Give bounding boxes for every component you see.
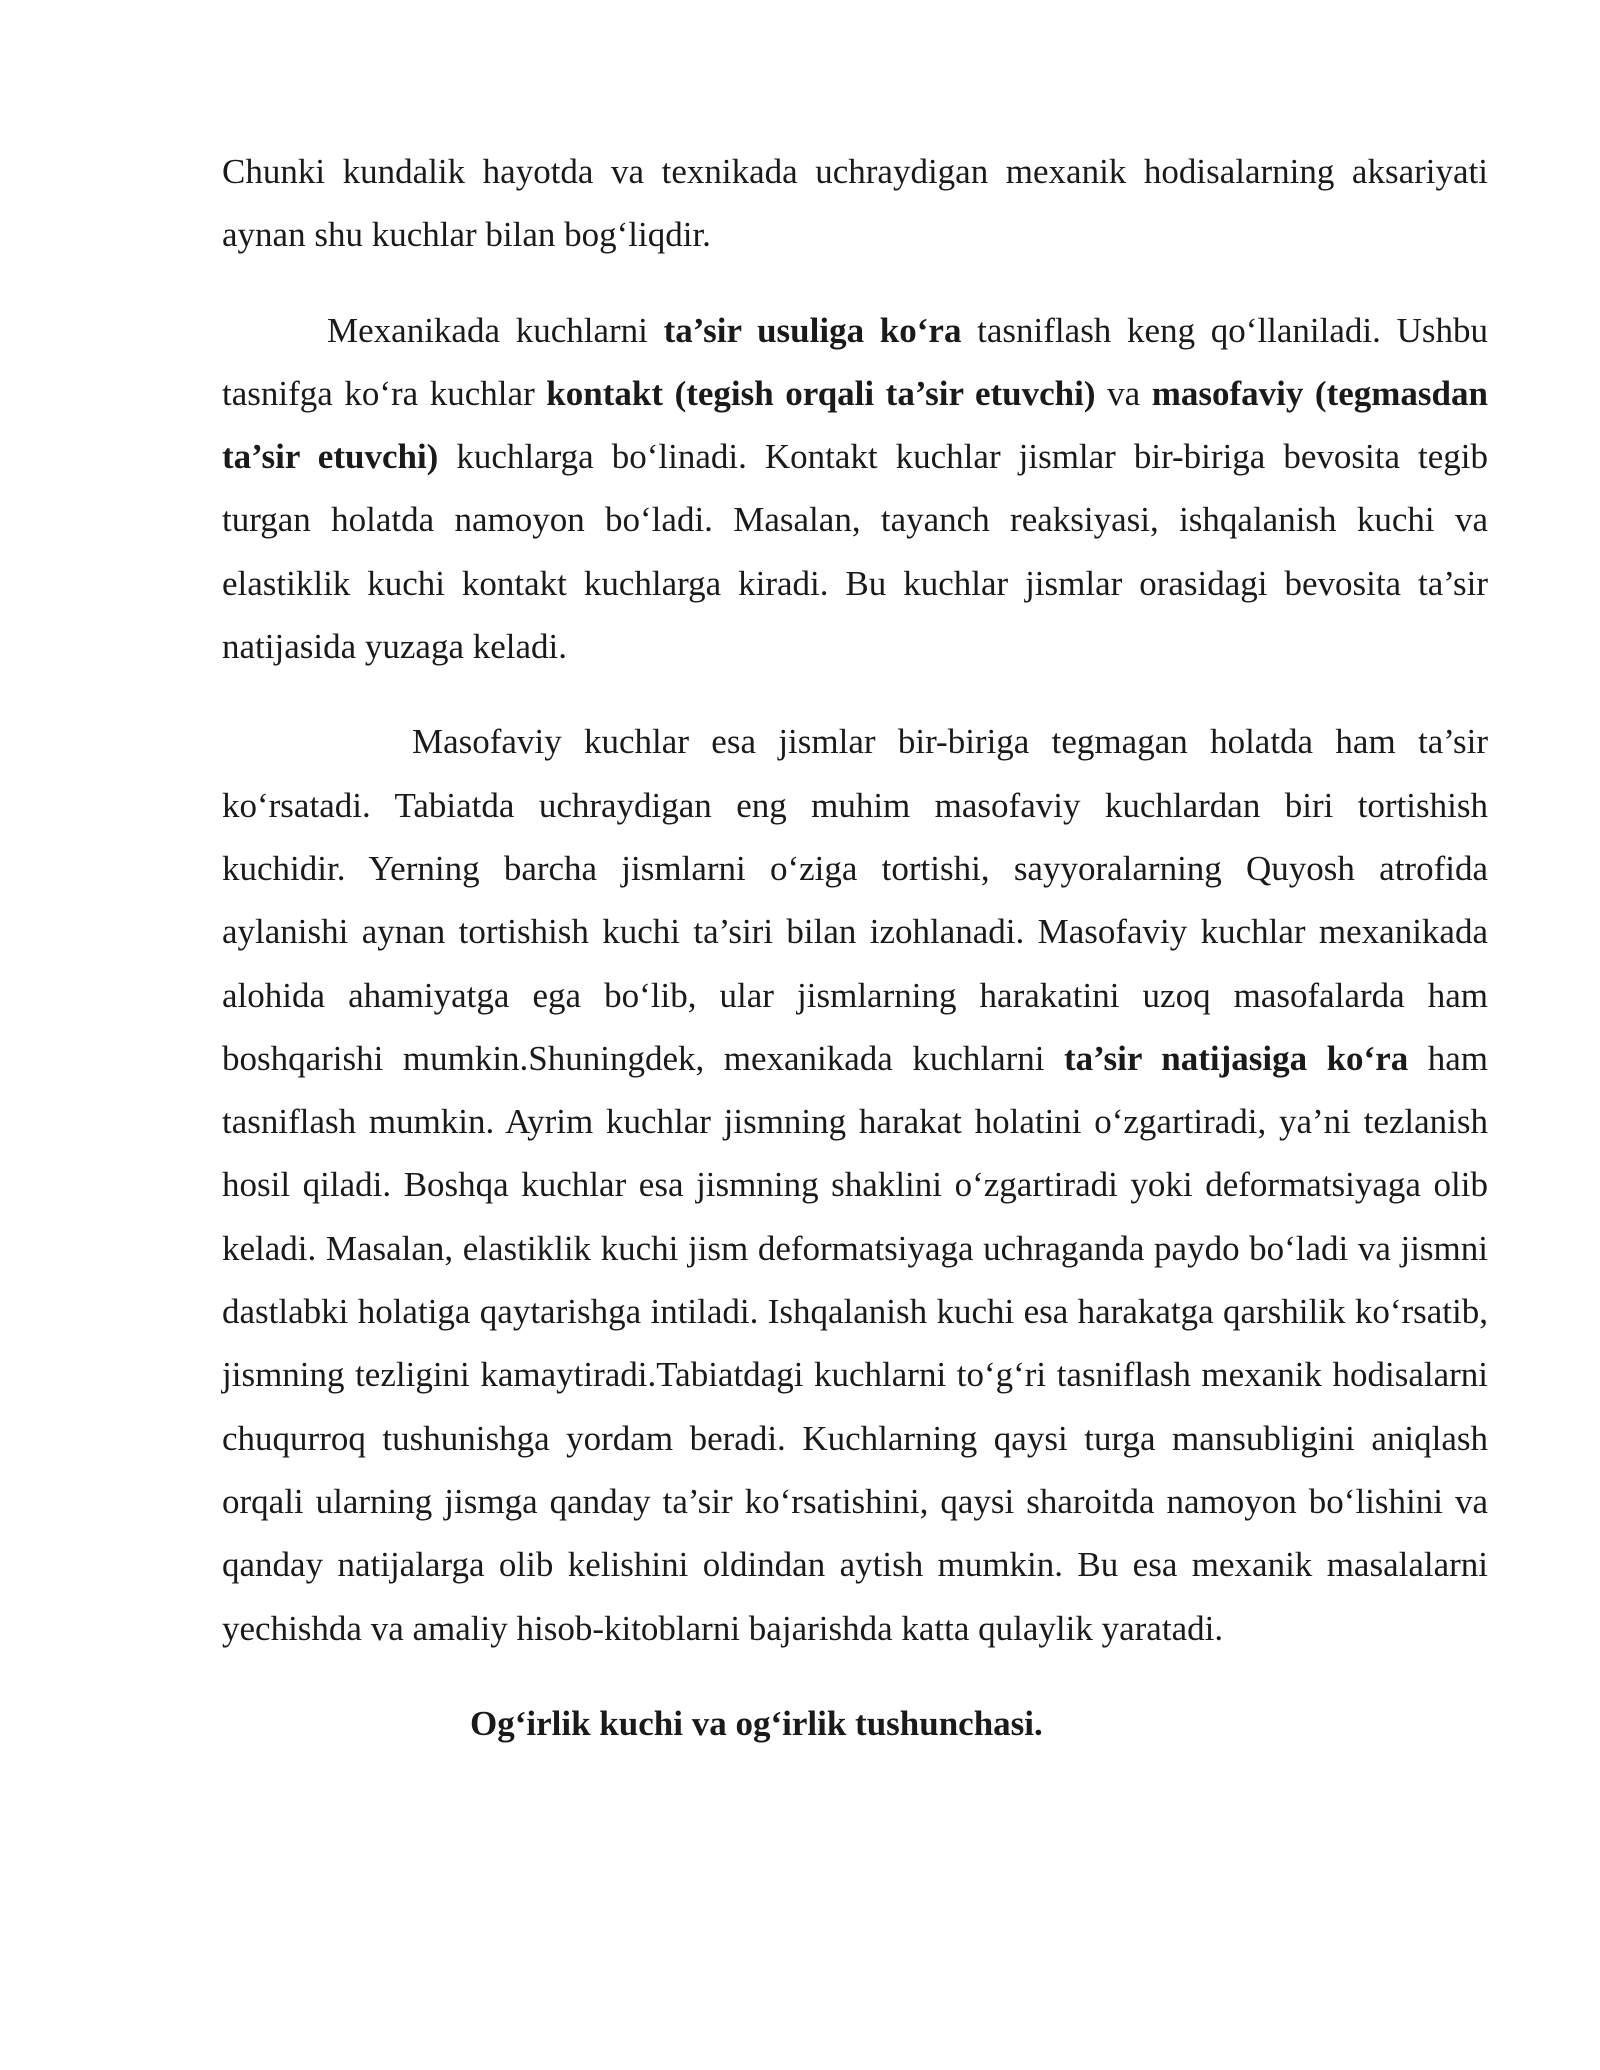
document-page [222, 140, 1488, 1755]
text-run: ham tasniflash mumkin. Ayrim kuchlar jismning harakat holatini o‘zgartiradi, ya’ni tezlanish hosil qiladi. Boshqa kuchlar esa jismning shaklini o‘zgartiradi yoki deformatsiyaga olib keladi. Masalan, elastiklik kuchi jism deformatsiyaga uchraganda paydo bo‘ladi va jismni dastlabki holatiga qaytarishga intiladi. Ishqalanish kuchi esa harakatga qarshilik ko‘rsatib, jismning tezligini kamaytiradi.Tabiatdagi kuchlarni to‘g‘ri tasniflash mexanik hodisalarni chuqurroq tushunishga yordam beradi. Kuchlarning qaysi turga mansubligini aniqlash orqali ularning jismga qanday ta’sir ko‘rsatishini, qaysi sharoitda namoyon bo‘lishini va qanday natijalarga olib kelishini oldindan aytish mumkin. Bu esa mexanik masalalarni yechishda va amaliy hisob-kitoblarni bajarishda katta qulaylik yaratadi. [222, 1038, 1488, 1648]
bold-term: ta’sir usuliga ko‘ra [663, 310, 962, 350]
text-run: kuchlarga bo‘linadi. Kontakt kuchlar jismlar bir-biriga bevosita tegib turgan holatda namoyon bo‘ladi. Masalan, tayanch reaksiyasi, ishqalanish kuchi va elastiklik kuchi kontakt kuchlarga kiradi. Bu kuchlar jismlar orasidagi bevosita ta’sir natijasida yuzaga keladi. [222, 437, 1488, 667]
paragraph-distant-forces [222, 710, 1488, 1659]
bold-term: masofaviy (tegmasdan ta’sir etuvchi) [222, 373, 1488, 477]
text-run: Chunki kundalik hayotda va texnikada uchraydigan mexanik hodisalarning aksariyati aynan shu kuchlar bilan bog‘liqdir. [222, 152, 1488, 255]
text-run: tasniflash keng qo‘llaniladi. Ushbu tasnifga ko‘ra kuchlar [222, 310, 1488, 413]
text-run: va [1095, 373, 1152, 413]
text-run: Masofaviy kuchlar esa jismlar bir-biriga tegmagan holatda ham ta’sir ko‘rsatadi. Tabiatda uchraydigan eng muhim masofaviy kuchlardan biri tortishish kuchidir. Yerning barcha jismlarni o‘ziga tortishi, sayyoralarning Quyosh atrofida aylanishi aynan tortishish kuchi ta’siri bilan izohlanadi. Masofaviy kuchlar mexanikada alohida ahamiyatga ega bo‘lib, ular jismlarning harakatini uzoq masofalarda ham boshqarishi mumkin.Shuningdek, mexanikada kuchlarni [222, 722, 1488, 1078]
paragraph-classification-by-action-method [222, 299, 1488, 679]
bold-term: ta’sir natijasiga ko‘ra [1064, 1038, 1409, 1078]
section-heading: Og‘irlik kuchi va og‘irlik tushunchasi. [470, 1703, 1043, 1743]
paragraph-intro-continuation [222, 140, 1488, 267]
bold-term: kontakt (tegish orqali ta’sir etuvchi) [546, 373, 1096, 413]
text-run: Mexanikada kuchlarni [327, 310, 664, 350]
